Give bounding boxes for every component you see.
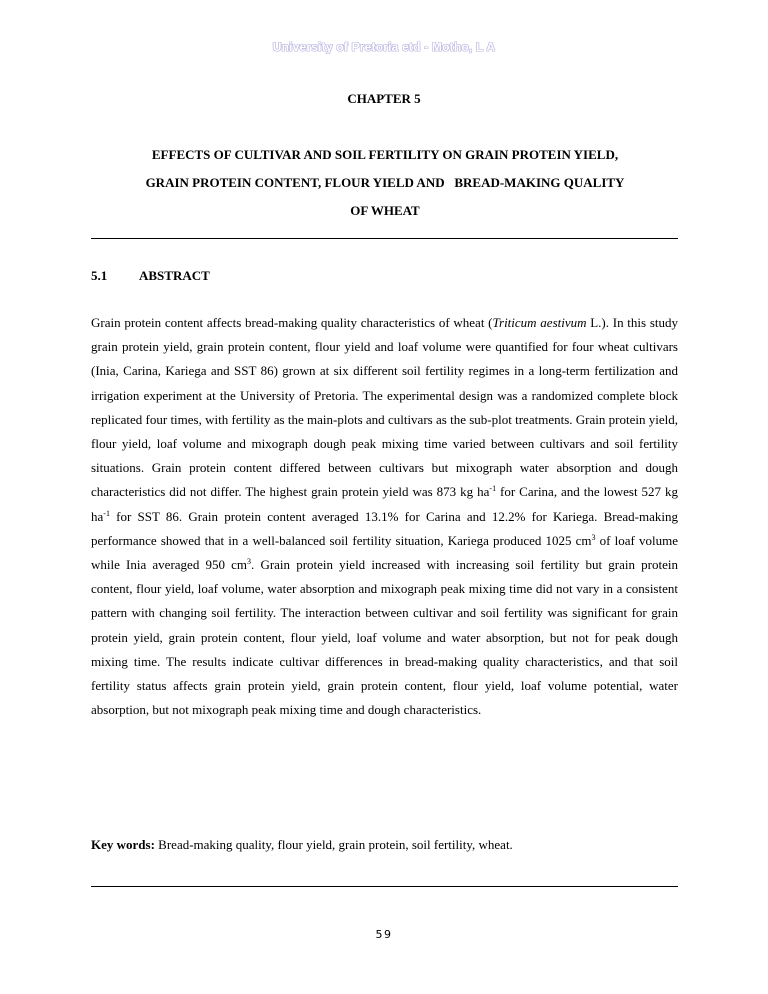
watermark: University of Pretoria etd - Motho, L A: [272, 40, 496, 54]
top-divider: [91, 238, 678, 239]
abstract-text: . Grain protein yield increased with increasing soil fertility but grain protein content, flour yield, loaf volume, water absorption and mixograph peak mixing time did not vary in a consistent pattern with changing soil fertility. The interaction between cultivar and soil fertility was significant for grain protein yield, grain protein content, flour yield, loaf volume and water absorption, but not for peak dough mixing time. The results indicate cultivar differences in bread-making quality characteristics, and that soil fertility status affects grain protein yield, grain protein content, flour yield, loaf volume potential, water absorption, but not mixograph peak mixing time and dough characteristics.: [91, 557, 678, 718]
abstract-text: for SST 86. Grain protein content averaged 13.1% for Carina and 12.2% for Kariega. Bread-making performance showed that in a well-balanced soil fertility situation, Kariega produced 1025 cm: [91, 508, 678, 548]
title-line: OF WHEAT: [350, 203, 420, 218]
superscript: 3: [591, 532, 596, 542]
page-number: 59: [375, 928, 393, 941]
chapter-title: [92, 141, 678, 225]
abstract-text: of loaf volume while Inia averaged 950 cm: [91, 532, 678, 573]
superscript: 3: [247, 557, 252, 567]
superscript: -1: [489, 484, 497, 494]
abstract-text: for Carina, and the lowest 527 kg ha: [91, 484, 679, 524]
abstract-paragraph: [91, 311, 678, 722]
keywords-label: Key words:: [91, 837, 155, 852]
chapter-label: CHAPTER 5: [347, 91, 421, 106]
bottom-divider: [91, 886, 678, 887]
species-name: Triticum aestivum: [492, 315, 587, 330]
superscript: -1: [103, 508, 110, 518]
title-line: GRAIN PROTEIN CONTENT, FLOUR YIELD AND BREAD-MAKING QUALITY: [145, 175, 625, 190]
abstract-text: Grain protein content affects bread-making quality characteristics of wheat (: [91, 315, 493, 330]
section-number: 5.1: [91, 268, 108, 283]
keywords: [91, 837, 678, 853]
abstract-text: L.). In this study grain protein yield, grain protein content, flour yield and loaf volume were quantified for four wheat cultivars (Inia, Carina, Kariega and SST 86) grown at six different soil fertility regimes in a long-term fertilization and irrigation experiment at the University of Pretoria. The experimental design was a randomized complete block replicated four times, with fertility as the main-plots and cultivars as the sub-plot treatments. Grain protein yield, flour yield, loaf volume and mixograph dough peak mixing time varied between cultivars and soil fertility situations. Grain protein content differed between cultivars but mixograph water absorption and dough characteristics did not differ. The highest grain protein yield was 873 kg ha: [91, 315, 678, 500]
section-heading: [91, 268, 210, 284]
title-line: EFFECTS OF CULTIVAR AND SOIL FERTILITY ON GRAIN PROTEIN YIELD,: [151, 147, 619, 162]
keywords-text: Bread-making quality, flour yield, grain protein, soil fertility, wheat.: [154, 837, 513, 852]
section-title: ABSTRACT: [139, 268, 210, 283]
